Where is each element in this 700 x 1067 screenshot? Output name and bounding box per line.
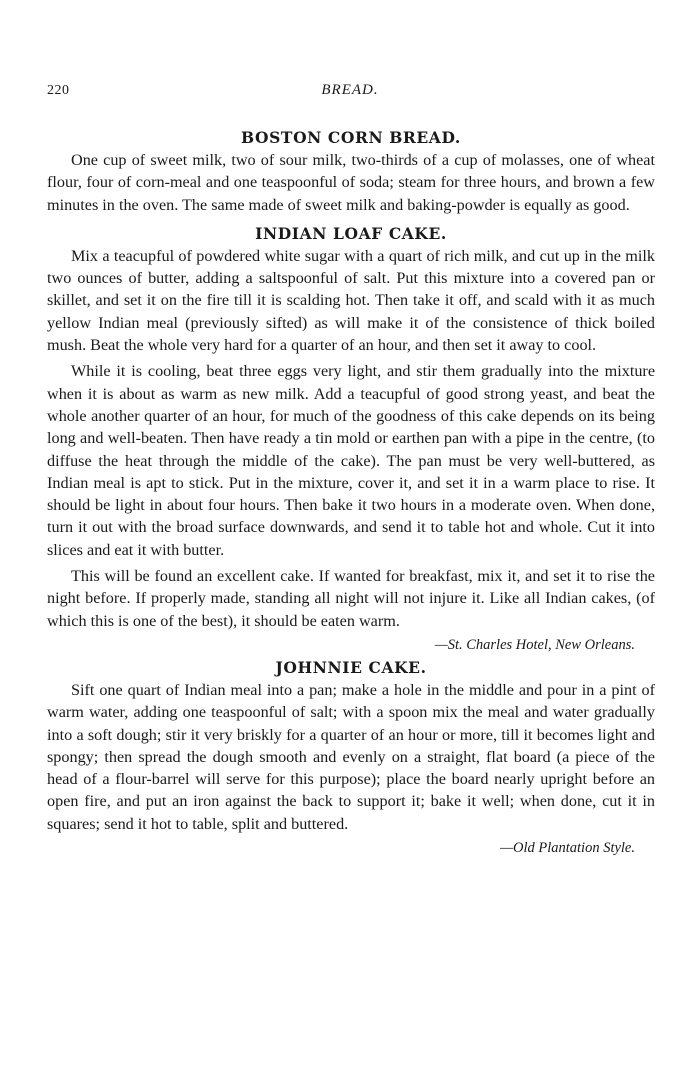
page-content bbox=[47, 128, 655, 861]
recipe-paragraph: Mix a teacupful of powdered white sugar with a quart of rich milk, and cut up in the milk two ounces of butter, adding a saltspoonful of salt. Put this mixture into a covered pan or skillet, and set it on the fire till it is scalding hot. Then take it off, and scald with it as much yellow Indian meal (previously sifted) as will make it of the consistence of thick boiled mush. Beat the whole very hard for a quarter of an hour, and then set it away to cool. bbox=[47, 246, 655, 355]
recipe-indian-loaf-cake bbox=[47, 224, 655, 654]
recipe-paragraph: This will be found an excellent cake. If wanted for breakfast, mix it, and set it to rise the night before. If properly made, standing all night will not injure it. Like all Indian cakes, (of which this is one of the best), it should be eaten warm. bbox=[47, 567, 655, 630]
recipe-attribution: —St. Charles Hotel, New Orleans. bbox=[434, 636, 635, 653]
recipe-title: INDIAN LOAF CAKE. bbox=[255, 223, 447, 243]
recipe-attribution: —Old Plantation Style. bbox=[500, 840, 635, 857]
recipe-paragraph: While it is cooling, beat three eggs very light, and stir them gradually into the mixture when it is about as warm as new milk. Add a teacupful of good strong yeast, and beat the whole another quarter of an hour, for much of the goodness of this cake depends on its being long and well-beaten. Then have ready a tin mold or earthen pan with a pipe in the centre, (to diffuse the heat through the middle of the cake). The pan must be very well-buttered, as Indian meal is apt to stick. Put in the mixture, cover it, and set it in a warm place to rise. It should be light in about four hours. Then bake it two hours in a moderate oven. When done, turn it out with the broad surface downwards, and send it to table hot and whole. Cut it into slices and eat it with butter. bbox=[47, 362, 655, 559]
recipe-paragraph: Sift one quart of Indian meal into a pan; make a hole in the middle and pour in a pint of warm water, adding one teaspoonful of salt; with a spoon mix the meal and water gradually into a soft dough; stir it very briskly for a quarter of an hour or more, till it becomes light and spongy; then spread the dough smooth and evenly on a straight, flat board (a piece of the head of a flour-barrel will serve for this purpose); place the board nearly upright before an open fire, and put an iron against the back to support it; bake it well; when done, cut it in squares; send it hot to table, split and buttered. bbox=[47, 680, 655, 833]
recipe-title: JOHNNIE CAKE. bbox=[275, 657, 427, 677]
page-number: 220 bbox=[47, 83, 70, 98]
recipe-title: BOSTON CORN BREAD. bbox=[241, 128, 461, 147]
recipe-johnnie-cake bbox=[47, 658, 655, 857]
running-head: BREAD. bbox=[321, 82, 379, 98]
recipe-paragraph: One cup of sweet milk, two of sour milk, two-thirds of a cup of molasses, one of wheat flour, four of corn-meal and one teaspoonful of soda; steam for three hours, and brown a few minutes in the oven. The same made of sweet milk and baking-powder is equally as good. bbox=[47, 151, 655, 214]
recipe-boston-corn-bread bbox=[47, 128, 655, 216]
